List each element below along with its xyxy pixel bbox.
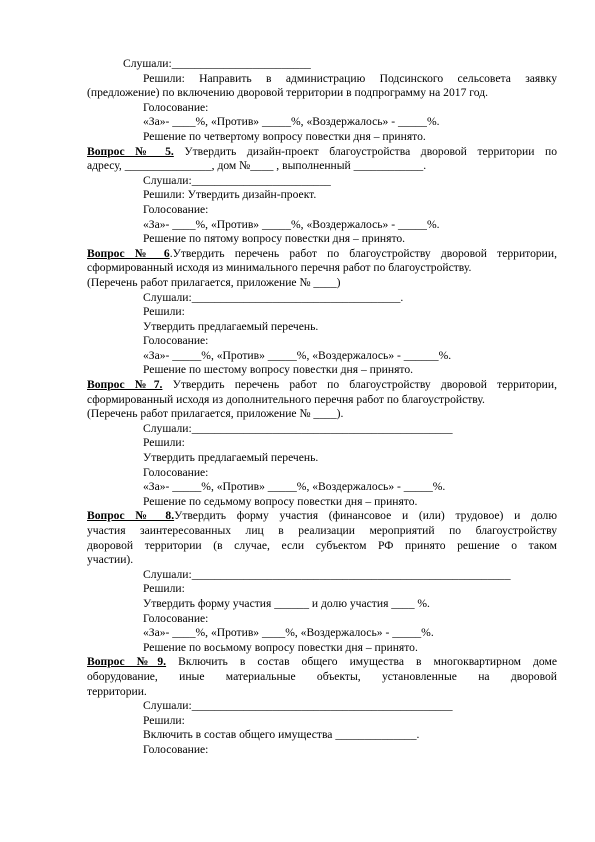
approve-line: Утвердить форму участия ______ и долю участия ____ %. <box>143 596 430 610</box>
decided-label: Решили: <box>143 582 185 596</box>
question-7-label: Вопрос №7. <box>87 378 163 392</box>
result-line: Решение по восьмому вопросу повестки дня – принято. <box>143 640 418 654</box>
question-8-text-end: участии). <box>87 553 134 567</box>
decided-label: Решили: <box>143 436 185 450</box>
result-line: Решение по шестому вопросу повестки дня – принято. <box>143 363 414 377</box>
question-7-text: Вопрос №7. Утвердить перечень работ по благоустройству дворовой территории, <box>87 378 557 392</box>
result-line: Решение по седьмому вопросу повестки дня – принято. <box>143 494 418 508</box>
decided-label: Решили: <box>143 305 185 319</box>
result-line: Решение по четвертому вопросу повестки дня – принято. <box>143 129 426 143</box>
question-9-text-end: территории. <box>87 684 147 698</box>
decided-label: Решили: <box>143 713 185 727</box>
voting-label: Голосование: <box>143 611 209 625</box>
votes-line: «За»- ____%, «Против» _____%, «Воздержалось» - _____%. <box>143 115 440 129</box>
votes-line: «За»- _____%, «Против» _____%, «Воздержалось» - ______%. <box>143 348 452 362</box>
approve-line: Утвердить предлагаемый перечень. <box>143 319 319 333</box>
voting-label: Голосование: <box>143 100 209 114</box>
heard-line: Слушали:_____________________________________________ <box>143 699 453 713</box>
votes-line: «За»- _____%, «Против» _____%, «Воздержалось» - _____%. <box>143 480 446 494</box>
result-line: Решение по пятому вопросу повестки дня – принято. <box>143 232 406 246</box>
question-9-label: Вопрос №9. <box>87 655 167 669</box>
question-6-attachment-note: (Перечень работ прилагается, приложение № ____) <box>87 275 341 289</box>
voting-label: Голосование: <box>143 742 209 756</box>
heard-line: Слушали:_____________________________________________ <box>143 421 453 435</box>
question-8-label: Вопрос № 8. <box>87 509 175 523</box>
question-6-label: Вопрос № 6 <box>87 246 170 260</box>
question-9-text: Вопрос №9. Включить в состав общего имущества в многоквартирном доме <box>87 655 557 669</box>
question-8-text-continued: дворовой территории (в случае, если субъектом РФ принято решение о таком <box>87 538 557 552</box>
question-9-text-continued: оборудование, иные материальные объекты, установленные на дворовой <box>87 669 557 683</box>
question-6-text-continued: сформированный исходя из минимального перечня работ по благоустройству. <box>87 261 472 275</box>
question-5-text: Вопрос № 5. Утвердить дизайн-проект благоустройства дворовой территории по <box>87 144 557 158</box>
voting-label: Голосование: <box>143 202 209 216</box>
include-line: Включить в состав общего имущества ______________. <box>143 728 420 742</box>
heard-line: Слушали:________________________ <box>143 173 331 187</box>
heard-line: Слушали:____________________________________. <box>143 290 404 304</box>
decision-line: Решили: Утвердить дизайн-проект. <box>143 188 317 202</box>
approve-line: Утвердить предлагаемый перечень. <box>143 451 319 465</box>
question-8-text-continued: участия заинтересованных лиц в реализации мероприятий по благоустройству <box>87 524 557 537</box>
heard-line: Слушали:_______________________________________________________ <box>143 567 511 581</box>
question-8-text: Вопрос № 8.Утвердить форму участия (финансовое и (или) трудовое) и долю <box>87 509 557 523</box>
question-7-attachment-note: (Перечень работ прилагается, приложение № ____). <box>87 407 344 421</box>
question-7-text-continued: сформированный исходя из дополнительного перечня работ по благоустройству. <box>87 392 485 406</box>
decision-line: Решили: Направить в администрацию Подсинского сельсовета заявку <box>143 71 557 85</box>
votes-line: «За»- ____%, «Против» _____%, «Воздержалось» - _____%. <box>143 217 440 231</box>
votes-line: «За»- ____%, «Против» ____%, «Воздержалось» - _____%. <box>143 626 434 640</box>
heard-line: Слушали:________________________ <box>123 57 311 70</box>
question-5-text-continued: адресу, _______________, дом №____ , выполненный ____________. <box>87 159 427 173</box>
document-content <box>87 57 557 758</box>
question-5-label: Вопрос № 5. <box>87 144 174 158</box>
decision-line-continued: (предложение) по включению дворовой территории в подпрограмму на 2017 год. <box>87 86 488 100</box>
voting-label: Голосование: <box>143 465 209 479</box>
voting-label: Голосование: <box>143 334 209 348</box>
question-6-text: Вопрос № 6.Утвердить перечень работ по благоустройству дворовой территории, <box>87 246 557 260</box>
